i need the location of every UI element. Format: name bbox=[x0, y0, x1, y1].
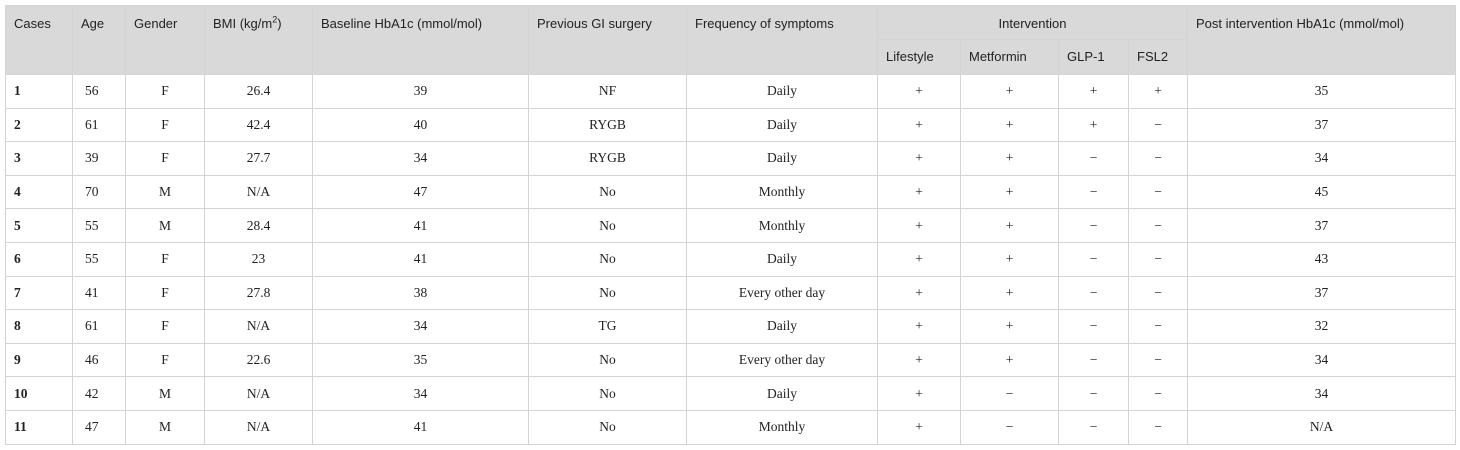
cell-surgery: No bbox=[529, 276, 687, 310]
cell-baseline: 38 bbox=[313, 276, 529, 310]
cell-bmi: 27.8 bbox=[205, 276, 313, 310]
cell-lifestyle: + bbox=[878, 242, 961, 276]
cases-table bbox=[5, 5, 1456, 445]
cell-post: 37 bbox=[1188, 276, 1456, 310]
cell-metformin: − bbox=[961, 377, 1059, 411]
cell-gender: F bbox=[126, 242, 205, 276]
cell-surgery: No bbox=[529, 242, 687, 276]
cell-fsl2: − bbox=[1129, 310, 1188, 344]
cell-lifestyle: + bbox=[878, 343, 961, 377]
cell-case: 7 bbox=[6, 276, 73, 310]
cell-baseline: 35 bbox=[313, 343, 529, 377]
cell-gender: F bbox=[126, 108, 205, 142]
cell-age: 61 bbox=[73, 108, 126, 142]
cell-lifestyle: + bbox=[878, 410, 961, 444]
table-row bbox=[6, 209, 1456, 243]
cell-post: 34 bbox=[1188, 142, 1456, 176]
cell-gender: F bbox=[126, 142, 205, 176]
cell-fsl2: − bbox=[1129, 343, 1188, 377]
cell-surgery: No bbox=[529, 377, 687, 411]
cell-frequency: Monthly bbox=[687, 410, 878, 444]
table-row bbox=[6, 75, 1456, 109]
cell-frequency: Daily bbox=[687, 142, 878, 176]
cell-bmi: 22.6 bbox=[205, 343, 313, 377]
header-lifestyle: Lifestyle bbox=[878, 40, 961, 75]
cell-post: 37 bbox=[1188, 209, 1456, 243]
cell-glp1: − bbox=[1059, 310, 1129, 344]
cell-baseline: 40 bbox=[313, 108, 529, 142]
header-bmi-text: BMI (kg/m bbox=[213, 16, 273, 31]
cell-surgery: No bbox=[529, 410, 687, 444]
cell-metformin: + bbox=[961, 343, 1059, 377]
cell-post: 34 bbox=[1188, 343, 1456, 377]
cell-baseline: 34 bbox=[313, 310, 529, 344]
table-row bbox=[6, 142, 1456, 176]
table-row bbox=[6, 377, 1456, 411]
cell-lifestyle: + bbox=[878, 209, 961, 243]
cell-case: 1 bbox=[6, 75, 73, 109]
cell-gender: M bbox=[126, 377, 205, 411]
cell-age: 61 bbox=[73, 310, 126, 344]
table-body bbox=[6, 75, 1456, 445]
cell-bmi: 42.4 bbox=[205, 108, 313, 142]
cell-baseline: 34 bbox=[313, 377, 529, 411]
cell-gender: M bbox=[126, 410, 205, 444]
table-row bbox=[6, 310, 1456, 344]
cell-case: 6 bbox=[6, 242, 73, 276]
cell-bmi: 27.7 bbox=[205, 142, 313, 176]
cell-gender: M bbox=[126, 175, 205, 209]
cell-lifestyle: + bbox=[878, 108, 961, 142]
cell-glp1: − bbox=[1059, 410, 1129, 444]
cell-surgery: No bbox=[529, 175, 687, 209]
header-age: Age bbox=[73, 6, 126, 75]
table-row bbox=[6, 276, 1456, 310]
cell-case: 11 bbox=[6, 410, 73, 444]
cell-glp1: − bbox=[1059, 276, 1129, 310]
cell-frequency: Daily bbox=[687, 75, 878, 109]
cell-age: 47 bbox=[73, 410, 126, 444]
cell-post: 32 bbox=[1188, 310, 1456, 344]
cell-bmi: N/A bbox=[205, 175, 313, 209]
cell-case: 5 bbox=[6, 209, 73, 243]
cell-frequency: Daily bbox=[687, 377, 878, 411]
cell-post: N/A bbox=[1188, 410, 1456, 444]
cell-fsl2: − bbox=[1129, 242, 1188, 276]
cell-baseline: 41 bbox=[313, 242, 529, 276]
cell-bmi: N/A bbox=[205, 310, 313, 344]
cell-frequency: Daily bbox=[687, 108, 878, 142]
header-glp1: GLP-1 bbox=[1059, 40, 1129, 75]
cell-fsl2: − bbox=[1129, 209, 1188, 243]
cell-case: 9 bbox=[6, 343, 73, 377]
cell-frequency: Monthly bbox=[687, 209, 878, 243]
table-row bbox=[6, 108, 1456, 142]
cell-glp1: + bbox=[1059, 108, 1129, 142]
cell-age: 46 bbox=[73, 343, 126, 377]
cell-bmi: N/A bbox=[205, 410, 313, 444]
cell-lifestyle: + bbox=[878, 276, 961, 310]
cell-case: 3 bbox=[6, 142, 73, 176]
header-bmi-close: ) bbox=[277, 16, 282, 31]
header-intervention: Intervention bbox=[878, 6, 1188, 40]
cell-age: 70 bbox=[73, 175, 126, 209]
table-row bbox=[6, 242, 1456, 276]
cell-fsl2: + bbox=[1129, 75, 1188, 109]
cell-metformin: + bbox=[961, 108, 1059, 142]
header-post-intervention-hba1c: Post intervention HbA1c (mmol/mol) bbox=[1188, 6, 1456, 75]
cell-surgery: No bbox=[529, 343, 687, 377]
table-row bbox=[6, 343, 1456, 377]
cell-glp1: − bbox=[1059, 242, 1129, 276]
cell-lifestyle: + bbox=[878, 377, 961, 411]
cell-surgery: NF bbox=[529, 75, 687, 109]
cell-metformin: + bbox=[961, 142, 1059, 176]
cell-lifestyle: + bbox=[878, 142, 961, 176]
cell-post: 35 bbox=[1188, 75, 1456, 109]
cell-lifestyle: + bbox=[878, 175, 961, 209]
header-fsl2: FSL2 bbox=[1129, 40, 1188, 75]
cell-age: 56 bbox=[73, 75, 126, 109]
cell-lifestyle: + bbox=[878, 310, 961, 344]
cell-age: 39 bbox=[73, 142, 126, 176]
cell-metformin: − bbox=[961, 410, 1059, 444]
header-metformin: Metformin bbox=[961, 40, 1059, 75]
header-frequency: Frequency of symptoms bbox=[687, 6, 878, 75]
cell-metformin: + bbox=[961, 276, 1059, 310]
cell-bmi: 26.4 bbox=[205, 75, 313, 109]
cell-metformin: + bbox=[961, 242, 1059, 276]
cell-frequency: Every other day bbox=[687, 276, 878, 310]
cell-lifestyle: + bbox=[878, 75, 961, 109]
cell-frequency: Monthly bbox=[687, 175, 878, 209]
cell-age: 42 bbox=[73, 377, 126, 411]
cell-case: 4 bbox=[6, 175, 73, 209]
cell-bmi: N/A bbox=[205, 377, 313, 411]
cell-bmi: 23 bbox=[205, 242, 313, 276]
cell-case: 8 bbox=[6, 310, 73, 344]
cell-metformin: + bbox=[961, 209, 1059, 243]
cell-post: 45 bbox=[1188, 175, 1456, 209]
header-gender: Gender bbox=[126, 6, 205, 75]
cell-age: 55 bbox=[73, 209, 126, 243]
cell-glp1: − bbox=[1059, 175, 1129, 209]
cell-gender: F bbox=[126, 310, 205, 344]
cell-glp1: − bbox=[1059, 343, 1129, 377]
cell-metformin: + bbox=[961, 175, 1059, 209]
header-bmi bbox=[205, 6, 313, 75]
cell-baseline: 34 bbox=[313, 142, 529, 176]
cell-fsl2: − bbox=[1129, 377, 1188, 411]
cell-fsl2: − bbox=[1129, 142, 1188, 176]
cell-fsl2: − bbox=[1129, 410, 1188, 444]
cell-baseline: 47 bbox=[313, 175, 529, 209]
cell-metformin: + bbox=[961, 310, 1059, 344]
cell-post: 43 bbox=[1188, 242, 1456, 276]
cell-bmi: 28.4 bbox=[205, 209, 313, 243]
cell-fsl2: − bbox=[1129, 276, 1188, 310]
cell-frequency: Daily bbox=[687, 310, 878, 344]
header-baseline-hba1c: Baseline HbA1c (mmol/mol) bbox=[313, 6, 529, 75]
cell-surgery: TG bbox=[529, 310, 687, 344]
cell-surgery: RYGB bbox=[529, 108, 687, 142]
cell-age: 55 bbox=[73, 242, 126, 276]
table-row bbox=[6, 410, 1456, 444]
cell-glp1: − bbox=[1059, 142, 1129, 176]
cell-gender: F bbox=[126, 343, 205, 377]
cell-fsl2: − bbox=[1129, 108, 1188, 142]
cell-fsl2: − bbox=[1129, 175, 1188, 209]
cell-frequency: Every other day bbox=[687, 343, 878, 377]
cell-baseline: 39 bbox=[313, 75, 529, 109]
cell-baseline: 41 bbox=[313, 410, 529, 444]
cell-frequency: Daily bbox=[687, 242, 878, 276]
cell-surgery: RYGB bbox=[529, 142, 687, 176]
cell-post: 34 bbox=[1188, 377, 1456, 411]
table-header bbox=[6, 6, 1456, 75]
header-cases: Cases bbox=[6, 6, 73, 75]
cell-age: 41 bbox=[73, 276, 126, 310]
cell-gender: F bbox=[126, 276, 205, 310]
cell-gender: M bbox=[126, 209, 205, 243]
cell-glp1: − bbox=[1059, 209, 1129, 243]
cell-glp1: − bbox=[1059, 377, 1129, 411]
cell-case: 2 bbox=[6, 108, 73, 142]
cell-baseline: 41 bbox=[313, 209, 529, 243]
header-previous-gi-surgery: Previous GI surgery bbox=[529, 6, 687, 75]
cell-glp1: + bbox=[1059, 75, 1129, 109]
cell-case: 10 bbox=[6, 377, 73, 411]
cell-gender: F bbox=[126, 75, 205, 109]
header-bmi-sup: 2 bbox=[272, 14, 278, 25]
cell-post: 37 bbox=[1188, 108, 1456, 142]
cell-surgery: No bbox=[529, 209, 687, 243]
table-row bbox=[6, 175, 1456, 209]
cell-metformin: + bbox=[961, 75, 1059, 109]
